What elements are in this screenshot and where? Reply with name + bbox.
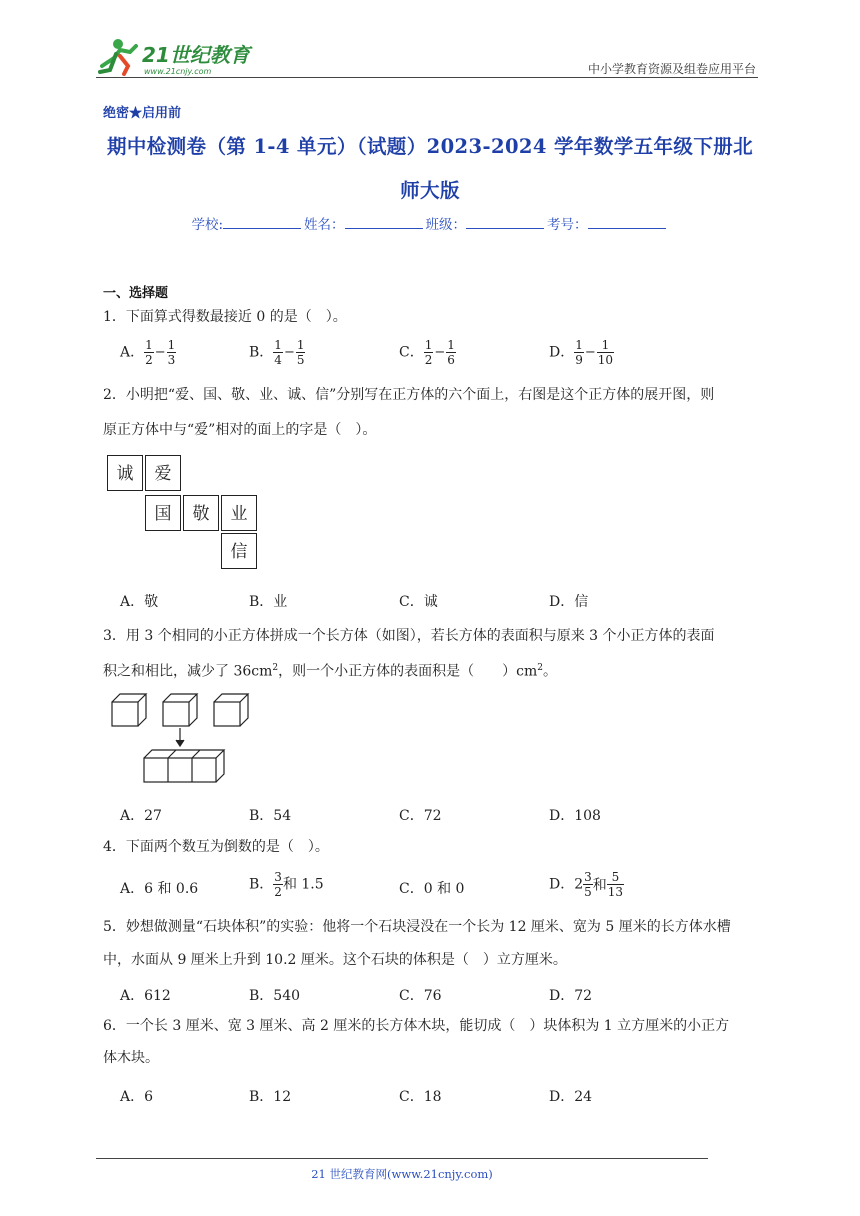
exam-no-field[interactable] bbox=[588, 216, 666, 229]
question-5-stem-line1: 5．妙想做测量“石块体积”的实验：他将一个石块浸没在一个长为 12 厘米、宽为 5 厘米的长方体水槽 bbox=[103, 919, 731, 935]
question-2-stem-line2: 原正方体中与“爱”相对的面上的字是（ ）。 bbox=[103, 422, 377, 438]
q2-option-c[interactable]: C．诚 bbox=[399, 594, 438, 610]
q6-option-c[interactable]: C．18 bbox=[399, 1089, 442, 1105]
q1-option-c[interactable]: C． $\frac{1}{2}$ − $\frac{1}{6}$ bbox=[399, 338, 455, 367]
net-face: 诚 bbox=[107, 455, 143, 491]
question-3-stem-line1: 3．用 3 个相同的小正方体拼成一个长方体（如图），若长方体的表面积与原来 3 个小正方体的表面 bbox=[103, 628, 715, 644]
net-face: 国 bbox=[145, 495, 181, 531]
q5-option-a[interactable]: A．612 bbox=[120, 988, 171, 1004]
page-title-line1: 期中检测卷（第 1-4 单元）（试题）2023-2024 学年数学五年级下册北 bbox=[106, 135, 754, 158]
cube-net-figure bbox=[107, 455, 262, 575]
q3-option-a[interactable]: A．27 bbox=[120, 808, 162, 824]
question-2-stem-line1: 2．小明把“爱、国、敬、业、诚、信”分别写在正方体的六个面上，右图是这个正方体的展开图，则 bbox=[103, 387, 715, 403]
q2-option-d[interactable]: D．信 bbox=[549, 594, 589, 610]
footer-divider bbox=[96, 1158, 708, 1159]
question-4-stem: 4．下面两个数互为倒数的是（ ）。 bbox=[103, 839, 329, 855]
q3-option-b[interactable]: B．54 bbox=[249, 808, 292, 824]
runner-logo-icon bbox=[96, 36, 256, 78]
header-divider bbox=[96, 77, 758, 78]
brand-logo bbox=[96, 36, 256, 78]
cubes-figure bbox=[108, 690, 258, 790]
name-label: 姓名： bbox=[304, 217, 345, 233]
question-6-stem-line2: 体木块。 bbox=[103, 1050, 159, 1066]
platform-name: 中小学教育资源及组卷应用平台 bbox=[587, 62, 756, 76]
svg-text:www.21cnjy.com: www.21cnjy.com bbox=[144, 67, 212, 76]
section-heading: 一、选择题 bbox=[103, 286, 169, 301]
q4-option-c[interactable]: C．0 和 0 bbox=[399, 881, 465, 897]
question-1-stem: 1．下面算式得数最接近 0 的是（ ）。 bbox=[103, 309, 347, 325]
q4-option-a[interactable]: A．6 和 0.6 bbox=[120, 881, 199, 897]
student-info bbox=[96, 213, 764, 233]
net-face: 业 bbox=[221, 495, 257, 531]
q1-option-b[interactable]: B． $\frac{1}{4}$ − $\frac{1}{5}$ bbox=[249, 338, 305, 367]
question-5-stem-line2: 中，水面从 9 厘米上升到 10.2 厘米。这个石块的体积是（ ）立方厘米。 bbox=[103, 952, 567, 968]
exam-no-label: 考号： bbox=[547, 217, 588, 233]
q6-option-a[interactable]: A．6 bbox=[120, 1089, 154, 1105]
class-field[interactable] bbox=[466, 216, 544, 229]
q4-option-d[interactable]: D．2 $\frac{3}{5}$ 和 $\frac{5}{13}$ bbox=[549, 870, 624, 899]
svg-text:21世纪教育: 21世纪教育 bbox=[142, 43, 250, 67]
q4-option-b[interactable]: B． $\frac{3}{2}$ 和 1.5 bbox=[249, 870, 324, 899]
question-3-stem-line2: 积之和相比，减少了 $36cm^2$，则一个小正方体的表面积是（ ）$cm^2$。 bbox=[103, 663, 557, 680]
net-face: 爱 bbox=[145, 455, 181, 491]
q3-option-d[interactable]: D．108 bbox=[549, 808, 601, 824]
small-cube-icon bbox=[214, 694, 248, 726]
small-cube-icon bbox=[112, 694, 146, 726]
question-6-stem-line1: 6．一个长 3 厘米、宽 3 厘米、高 2 厘米的长方体木块，能切成（ ）块体积为 1 立方厘米的小正方 bbox=[103, 1018, 730, 1034]
q1-option-a[interactable]: A． $\frac{1}{2}$ − $\frac{1}{3}$ bbox=[120, 338, 176, 367]
net-face: 信 bbox=[221, 533, 257, 569]
q5-option-c[interactable]: C．76 bbox=[399, 988, 442, 1004]
q3-option-c[interactable]: C．72 bbox=[399, 808, 442, 824]
q2-option-b[interactable]: B．业 bbox=[249, 594, 288, 610]
q5-option-d[interactable]: D．72 bbox=[549, 988, 593, 1004]
page-title-line2: 师大版 bbox=[400, 179, 460, 202]
q2-option-a[interactable]: A．敬 bbox=[120, 594, 159, 610]
net-face: 敬 bbox=[183, 495, 219, 531]
down-arrow-icon bbox=[176, 728, 184, 746]
q6-option-b[interactable]: B．12 bbox=[249, 1089, 292, 1105]
name-field[interactable] bbox=[345, 216, 423, 229]
q6-option-d[interactable]: D．24 bbox=[549, 1089, 593, 1105]
footer-text: 21 世纪教育网(www.21cnjy.com) bbox=[311, 1167, 493, 1181]
small-cube-icon bbox=[163, 694, 197, 726]
school-label: 学校: bbox=[191, 217, 224, 233]
school-field[interactable] bbox=[223, 216, 301, 229]
class-label: 班级： bbox=[425, 217, 467, 233]
q5-option-b[interactable]: B．540 bbox=[249, 988, 301, 1004]
secret-label: 绝密★启用前 bbox=[103, 106, 182, 121]
q1-option-d[interactable]: D． $\frac{1}{9}$ − $\frac{1}{10}$ bbox=[549, 338, 614, 367]
cuboid-icon bbox=[144, 750, 224, 782]
